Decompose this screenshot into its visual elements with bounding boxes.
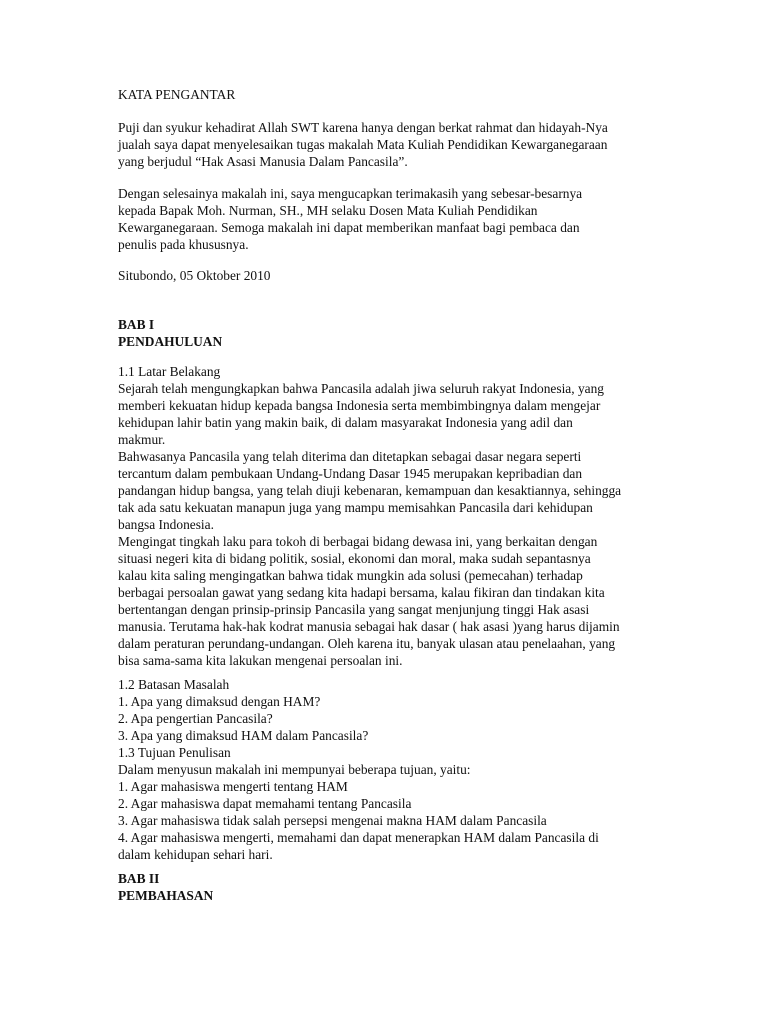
paragraph-line: kepada Bapak Moh. Nurman, SH., MH selaku Dosen Mata Kuliah Pendidikan: [118, 203, 538, 218]
paragraph-line: berbagai persoalan gawat yang sedang kita hadapi bersama, kalau fikiran dan tindakan kita: [118, 585, 605, 600]
paragraph-line: jualah saya dapat menyelesaikan tugas makalah Mata Kuliah Pendidikan Kewarganegaraan: [118, 137, 608, 152]
tujuan-intro: Dalam menyusun makalah ini mempunyai beberapa tujuan, yaitu:: [118, 762, 471, 777]
paragraph-line: bertentangan dengan prinsip-prinsip Pancasila yang sangat menjunjung tinggi Hak asasi: [118, 602, 590, 617]
paragraph-line: bisa sama-sama kita lakukan mengenai persoalan ini.: [118, 653, 403, 668]
paragraph-line: bangsa Indonesia.: [118, 517, 214, 532]
place-date: [118, 267, 678, 284]
list-item: 3. Apa yang dimaksud HAM dalam Pancasila?: [118, 728, 369, 743]
paragraph-line: tak ada satu kekuatan manapun juga yang mampu memisahkan Pancasila dari kehidupan: [118, 500, 593, 515]
pengantar-paragraph-1: [118, 119, 678, 170]
paragraph-line: situasi negeri kita di bidang politik, sosial, ekonomi dan moral, maka sudah sepantasnya: [118, 551, 591, 566]
list-item: 2. Agar mahasiswa dapat memahami tentang Pancasila: [118, 796, 412, 811]
paragraph-line: manusia. Terutama hak-hak kodrat manusia sebagai hak dasar ( hak asasi )yang harus dijamin: [118, 619, 620, 634]
paragraph-line: makmur.: [118, 432, 166, 447]
section-title: 1.2 Batasan Masalah: [118, 677, 230, 692]
latar-belakang-section: [118, 363, 678, 669]
paragraph-line: memberi kekuatan hidup kepada bangsa Indonesia serta membimbingnya dalam mengejar: [118, 398, 601, 413]
pengantar-paragraph-2: [118, 185, 678, 253]
paragraph-line: kalau kita saling mengingatkan bahwa tidak mungkin ada solusi (pemecahan) terhadap: [118, 568, 583, 583]
paragraph-line: penulis pada khususnya.: [118, 237, 249, 252]
list-item: 1. Apa yang dimaksud dengan HAM?: [118, 694, 321, 709]
list-item: 4. Agar mahasiswa mengerti, memahami dan dapat menerapkan HAM dalam Pancasila di: [118, 830, 599, 845]
heading-text: KATA PENGANTAR: [118, 87, 236, 102]
bab1-heading: [118, 316, 678, 350]
bab2-title: PEMBAHASAN: [118, 888, 214, 903]
paragraph-line: Mengingat tingkah laku para tokoh di berbagai bidang dewasa ini, yang berkaitan dengan: [118, 534, 598, 549]
bab1-title: PENDAHULUAN: [118, 334, 223, 349]
paragraph-line: Sejarah telah mengungkapkan bahwa Pancasila adalah jiwa seluruh rakyat Indonesia, yang: [118, 381, 604, 396]
paragraph-line: Bahwasanya Pancasila yang telah diterima dan ditetapkan sebagai dasar negara seperti: [118, 449, 582, 464]
bab2-label: BAB II: [118, 871, 160, 886]
bab1-label: BAB I: [118, 317, 155, 332]
kata-pengantar-title: [118, 86, 678, 103]
paragraph-line: pandangan hidup bangsa, yang telah diuji kebenaran, kemampuan dan kesaktiannya, sehingga: [118, 483, 622, 498]
section-title: 1.3 Tujuan Penulisan: [118, 745, 231, 760]
paragraph-line: Dengan selesainya makalah ini, saya mengucapkan terimakasih yang sebesar-besarnya: [118, 186, 583, 201]
paragraph-line: Kewarganegaraan. Semoga makalah ini dapat memberikan manfaat bagi pembaca dan: [118, 220, 580, 235]
paragraph-line: Puji dan syukur kehadirat Allah SWT karena hanya dengan berkat rahmat dan hidayah-Nya: [118, 120, 608, 135]
paragraph-line: tercantum dalam pembukaan Undang-Undang Dasar 1945 merupakan kepribadian dan: [118, 466, 583, 481]
paragraph-line: kehidupan lahir batin yang makin baik, di dalam masyarakat Indonesia yang adil dan: [118, 415, 573, 430]
list-item: dalam kehidupan sehari hari.: [118, 847, 273, 862]
list-item: 2. Apa pengertian Pancasila?: [118, 711, 273, 726]
batasan-tujuan-section: [118, 676, 678, 863]
list-item: 1. Agar mahasiswa mengerti tentang HAM: [118, 779, 348, 794]
paragraph-line: yang berjudul “Hak Asasi Manusia Dalam Pancasila”.: [118, 154, 408, 169]
place-date-text: Situbondo, 05 Oktober 2010: [118, 268, 271, 283]
bab2-heading: [118, 870, 678, 904]
section-title: 1.1 Latar Belakang: [118, 364, 221, 379]
list-item: 3. Agar mahasiswa tidak salah persepsi mengenai makna HAM dalam Pancasila: [118, 813, 547, 828]
paragraph-line: dalam peraturan perundang-undangan. Oleh karena itu, banyak ulasan atau penelaahan, yang: [118, 636, 616, 651]
